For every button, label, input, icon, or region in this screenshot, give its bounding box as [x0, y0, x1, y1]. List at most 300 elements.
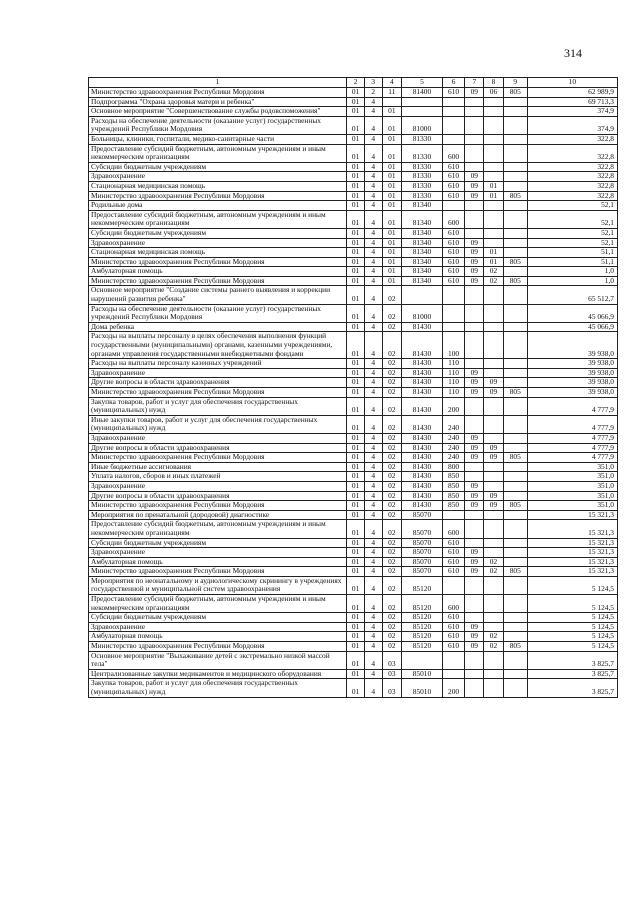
code-ministry-cell [503, 286, 527, 304]
code-expense-type-cell [442, 669, 465, 679]
table-row [89, 286, 618, 304]
code-subprogram-cell: 4 [364, 378, 382, 388]
code-subprogram-cell: 4 [364, 248, 382, 258]
code-section-cell: 09 [465, 378, 484, 388]
code-program-cell: 01 [347, 97, 365, 107]
code-section-cell [465, 332, 484, 359]
code-expense-type-cell: 850 [442, 491, 465, 501]
code-target-item-cell: 81000 [402, 116, 442, 134]
row-name-cell: Предоставление субсидий бюджетным, автономным учреждениям и иным некоммерческим организациям [89, 210, 347, 228]
code-program-cell: 01 [347, 228, 365, 238]
table-row [89, 88, 618, 98]
code-expense-type-cell [442, 510, 465, 520]
code-ministry-cell [503, 651, 527, 669]
code-expense-type-cell [442, 576, 465, 594]
code-target-item-cell: 81340 [402, 276, 442, 286]
amount-cell: 52,1 [527, 210, 617, 228]
code-activity-cell: 02 [382, 415, 402, 433]
code-ministry-cell [503, 210, 527, 228]
row-name-cell: Больницы, клиники, госпитали, медико-санитарные части [89, 134, 347, 144]
table-row [89, 107, 618, 117]
code-activity-cell: 01 [382, 162, 402, 172]
code-subprogram-cell: 4 [364, 481, 382, 491]
code-section-cell: 09 [465, 388, 484, 398]
table-row [89, 378, 618, 388]
row-name-cell: Иные бюджетные ассигнования [89, 462, 347, 472]
amount-cell: 15 321,3 [527, 520, 617, 538]
code-program-cell: 01 [347, 491, 365, 501]
code-program-cell: 01 [347, 472, 365, 482]
code-target-item-cell: 81430 [402, 462, 442, 472]
code-section-cell [465, 651, 484, 669]
code-activity-cell: 11 [382, 88, 402, 98]
code-subsection-cell [484, 359, 504, 369]
code-ministry-cell [503, 510, 527, 520]
code-section-cell [465, 472, 484, 482]
code-expense-type-cell [442, 107, 465, 117]
table-row [89, 557, 618, 567]
code-program-cell: 01 [347, 322, 365, 332]
row-name-cell: Министерство здравоохранения Республики Мордовия [89, 501, 347, 511]
code-activity-cell: 02 [382, 462, 402, 472]
row-name-cell: Здравоохранение [89, 172, 347, 182]
table-row [89, 576, 618, 594]
code-target-item-cell: 85120 [402, 595, 442, 613]
amount-cell: 351,0 [527, 472, 617, 482]
row-name-cell: Стационарная медицинская помощь [89, 181, 347, 191]
code-target-item-cell: 85120 [402, 622, 442, 632]
code-ministry-cell: 805 [503, 191, 527, 201]
code-expense-type-cell: 240 [442, 443, 465, 453]
code-subprogram-cell: 4 [364, 332, 382, 359]
code-expense-type-cell: 200 [442, 397, 465, 415]
code-activity-cell: 02 [382, 613, 402, 623]
table-row [89, 595, 618, 613]
code-activity-cell: 02 [382, 510, 402, 520]
code-target-item-cell: 81330 [402, 134, 442, 144]
code-section-cell: 09 [465, 257, 484, 267]
row-name-cell: Субсидии бюджетным учреждениям [89, 228, 347, 238]
code-target-item-cell [402, 97, 442, 107]
table-row [89, 210, 618, 228]
code-activity-cell: 01 [382, 257, 402, 267]
code-subsection-cell [484, 651, 504, 669]
code-target-item-cell: 85070 [402, 557, 442, 567]
code-activity-cell: 02 [382, 481, 402, 491]
table-row [89, 669, 618, 679]
code-expense-type-cell: 800 [442, 462, 465, 472]
code-section-cell [465, 134, 484, 144]
code-program-cell: 01 [347, 453, 365, 463]
code-activity-cell: 02 [382, 378, 402, 388]
amount-cell: 3 825,7 [527, 669, 617, 679]
code-subprogram-cell: 4 [364, 238, 382, 248]
code-program-cell: 01 [347, 443, 365, 453]
table-row [89, 134, 618, 144]
code-activity-cell: 02 [382, 632, 402, 642]
code-activity-cell: 03 [382, 651, 402, 669]
code-subsection-cell [484, 576, 504, 594]
code-activity-cell: 02 [382, 304, 402, 322]
code-section-cell: 09 [465, 181, 484, 191]
code-target-item-cell: 81430 [402, 453, 442, 463]
code-target-item-cell: 81430 [402, 501, 442, 511]
code-subsection-cell [484, 510, 504, 520]
table-row [89, 162, 618, 172]
code-subsection-cell: 01 [484, 181, 504, 191]
code-ministry-cell [503, 144, 527, 162]
code-subprogram-cell: 4 [364, 107, 382, 117]
code-activity-cell: 01 [382, 172, 402, 182]
table-row [89, 622, 618, 632]
amount-cell: 65 512,7 [527, 286, 617, 304]
code-subsection-cell [484, 538, 504, 548]
table-row [89, 632, 618, 642]
code-subsection-cell [484, 144, 504, 162]
code-target-item-cell [402, 286, 442, 304]
table-row [89, 481, 618, 491]
amount-cell: 39 938,0 [527, 378, 617, 388]
code-subsection-cell [484, 462, 504, 472]
amount-cell: 374,9 [527, 107, 617, 117]
code-activity-cell: 02 [382, 491, 402, 501]
code-section-cell: 09 [465, 238, 484, 248]
column-header: 1 [89, 78, 347, 88]
row-name-cell: Здравоохранение [89, 481, 347, 491]
table-row [89, 228, 618, 238]
code-program-cell: 01 [347, 162, 365, 172]
code-subsection-cell [484, 97, 504, 107]
code-ministry-cell: 805 [503, 276, 527, 286]
code-subprogram-cell: 4 [364, 669, 382, 679]
table-row [89, 453, 618, 463]
code-ministry-cell [503, 622, 527, 632]
code-ministry-cell [503, 97, 527, 107]
amount-cell: 322,8 [527, 144, 617, 162]
code-program-cell: 01 [347, 332, 365, 359]
row-name-cell: Другие вопросы в области здравоохранения [89, 491, 347, 501]
row-name-cell: Здравоохранение [89, 368, 347, 378]
amount-cell: 45 066,9 [527, 322, 617, 332]
code-section-cell: 09 [465, 481, 484, 491]
code-expense-type-cell: 610 [442, 567, 465, 577]
code-target-item-cell: 81430 [402, 378, 442, 388]
row-name-cell: Здравоохранение [89, 433, 347, 443]
amount-cell: 15 321,3 [527, 510, 617, 520]
row-name-cell: Расходы на обеспечение деятельности (оказание услуг) государственных учреждений Республики Мордовия [89, 116, 347, 134]
amount-cell: 322,8 [527, 134, 617, 144]
code-program-cell: 01 [347, 595, 365, 613]
code-activity-cell: 02 [382, 397, 402, 415]
code-subsection-cell: 09 [484, 501, 504, 511]
table-row [89, 613, 618, 623]
code-expense-type-cell: 600 [442, 595, 465, 613]
code-subprogram-cell: 4 [364, 433, 382, 443]
table-row [89, 538, 618, 548]
code-subprogram-cell: 4 [364, 286, 382, 304]
code-program-cell: 01 [347, 481, 365, 491]
code-expense-type-cell: 600 [442, 520, 465, 538]
amount-cell: 4 777,9 [527, 453, 617, 463]
code-expense-type-cell: 610 [442, 238, 465, 248]
code-program-cell: 01 [347, 510, 365, 520]
code-ministry-cell [503, 368, 527, 378]
row-name-cell: Другие вопросы в области здравоохранения [89, 378, 347, 388]
row-name-cell: Закупка товаров, работ и услуг для обеспечения государственных (муниципальных) нужд [89, 397, 347, 415]
code-program-cell: 01 [347, 116, 365, 134]
code-program-cell: 01 [347, 679, 365, 697]
code-subsection-cell [484, 332, 504, 359]
code-subsection-cell: 02 [484, 632, 504, 642]
code-program-cell: 01 [347, 210, 365, 228]
code-expense-type-cell: 610 [442, 276, 465, 286]
code-ministry-cell [503, 322, 527, 332]
code-ministry-cell [503, 443, 527, 453]
amount-cell: 39 938,0 [527, 388, 617, 398]
table-row [89, 191, 618, 201]
code-activity-cell: 02 [382, 642, 402, 652]
code-ministry-cell [503, 520, 527, 538]
amount-cell: 5 124,5 [527, 576, 617, 594]
row-name-cell: Министерство здравоохранения Республики Мордовия [89, 191, 347, 201]
code-section-cell: 09 [465, 622, 484, 632]
code-subsection-cell: 09 [484, 453, 504, 463]
code-target-item-cell: 85070 [402, 567, 442, 577]
code-subsection-cell [484, 322, 504, 332]
amount-cell: 5 124,5 [527, 622, 617, 632]
column-header: 4 [382, 78, 402, 88]
code-expense-type-cell: 610 [442, 88, 465, 98]
code-program-cell: 01 [347, 248, 365, 258]
code-subprogram-cell: 4 [364, 557, 382, 567]
code-subprogram-cell: 4 [364, 567, 382, 577]
code-subprogram-cell: 4 [364, 172, 382, 182]
row-name-cell: Министерство здравоохранения Республики Мордовия [89, 388, 347, 398]
table-row [89, 642, 618, 652]
amount-cell: 52,1 [527, 228, 617, 238]
code-expense-type-cell [442, 134, 465, 144]
row-name-cell: Здравоохранение [89, 622, 347, 632]
amount-cell: 62 989,9 [527, 88, 617, 98]
table-row [89, 201, 618, 211]
code-subsection-cell [484, 107, 504, 117]
code-section-cell: 09 [465, 491, 484, 501]
column-header: 10 [527, 78, 617, 88]
code-expense-type-cell: 850 [442, 501, 465, 511]
table-row [89, 520, 618, 538]
row-name-cell: Амбулаторная помощь [89, 267, 347, 277]
code-subsection-cell [484, 622, 504, 632]
code-expense-type-cell [442, 201, 465, 211]
row-name-cell: Основное мероприятие "Создание системы раннего выявления и коррекции нарушений развития ребенка" [89, 286, 347, 304]
code-target-item-cell [402, 651, 442, 669]
code-target-item-cell: 81430 [402, 433, 442, 443]
code-activity-cell: 02 [382, 453, 402, 463]
code-ministry-cell [503, 669, 527, 679]
column-header: 3 [364, 78, 382, 88]
amount-cell: 4 777,9 [527, 443, 617, 453]
amount-cell: 351,0 [527, 501, 617, 511]
code-section-cell [465, 201, 484, 211]
code-subprogram-cell: 4 [364, 397, 382, 415]
code-subsection-cell [484, 116, 504, 134]
row-name-cell: Мероприятия по пренатальной (дородовой) диагностике [89, 510, 347, 520]
code-program-cell: 01 [347, 622, 365, 632]
code-subsection-cell [484, 679, 504, 697]
code-expense-type-cell: 610 [442, 267, 465, 277]
code-target-item-cell: 85120 [402, 613, 442, 623]
code-target-item-cell: 81000 [402, 304, 442, 322]
code-section-cell [465, 576, 484, 594]
code-subprogram-cell: 4 [364, 276, 382, 286]
row-name-cell: Централизованные закупки медикаментов и медицинского оборудования [89, 669, 347, 679]
page-number: 314 [564, 46, 582, 60]
column-number-row [89, 78, 618, 88]
table-row [89, 322, 618, 332]
code-section-cell: 09 [465, 642, 484, 652]
code-expense-type-cell: 850 [442, 481, 465, 491]
row-name-cell: Основное мероприятие "Выхаживание детей с экстремально низкой массой тела" [89, 651, 347, 669]
code-subsection-cell [484, 201, 504, 211]
amount-cell: 351,0 [527, 491, 617, 501]
table-row [89, 472, 618, 482]
code-subprogram-cell: 4 [364, 622, 382, 632]
column-header: 6 [442, 78, 465, 88]
table-row [89, 415, 618, 433]
code-ministry-cell [503, 557, 527, 567]
code-expense-type-cell: 610 [442, 181, 465, 191]
code-expense-type-cell: 610 [442, 622, 465, 632]
code-subprogram-cell: 4 [364, 632, 382, 642]
code-section-cell: 09 [465, 632, 484, 642]
code-section-cell [465, 286, 484, 304]
code-subsection-cell [484, 613, 504, 623]
code-section-cell [465, 613, 484, 623]
code-subsection-cell: 02 [484, 642, 504, 652]
code-program-cell: 01 [347, 520, 365, 538]
code-target-item-cell: 81430 [402, 368, 442, 378]
row-name-cell: Иные закупки товаров, работ и услуг для обеспечения государственных (муниципальных) нужд [89, 415, 347, 433]
code-subsection-cell [484, 520, 504, 538]
code-target-item-cell: 81430 [402, 397, 442, 415]
code-target-item-cell: 81430 [402, 322, 442, 332]
table-row [89, 248, 618, 258]
code-activity-cell: 02 [382, 548, 402, 558]
code-expense-type-cell: 100 [442, 332, 465, 359]
row-name-cell: Амбулаторная помощь [89, 632, 347, 642]
code-subprogram-cell: 4 [364, 472, 382, 482]
table-row [89, 567, 618, 577]
code-program-cell: 01 [347, 433, 365, 443]
code-activity-cell [382, 97, 402, 107]
row-name-cell: Уплата налогов, сборов и иных платежей [89, 472, 347, 482]
code-activity-cell: 02 [382, 322, 402, 332]
amount-cell: 1,0 [527, 267, 617, 277]
code-activity-cell: 01 [382, 276, 402, 286]
amount-cell: 69 713,3 [527, 97, 617, 107]
row-name-cell: Закупка товаров, работ и услуг для обеспечения государственных (муниципальных) нужд [89, 679, 347, 697]
table-row [89, 172, 618, 182]
code-section-cell: 09 [465, 567, 484, 577]
code-subsection-cell: 06 [484, 88, 504, 98]
code-subprogram-cell: 4 [364, 679, 382, 697]
row-name-cell: Родильные дома [89, 201, 347, 211]
row-name-cell: Субсидии бюджетным учреждениям [89, 538, 347, 548]
code-activity-cell: 02 [382, 433, 402, 443]
code-ministry-cell [503, 107, 527, 117]
amount-cell: 322,8 [527, 181, 617, 191]
code-program-cell: 01 [347, 538, 365, 548]
code-program-cell: 01 [347, 642, 365, 652]
code-subprogram-cell: 4 [364, 642, 382, 652]
code-program-cell: 01 [347, 378, 365, 388]
code-target-item-cell: 81340 [402, 267, 442, 277]
code-target-item-cell: 81330 [402, 172, 442, 182]
code-target-item-cell: 81330 [402, 191, 442, 201]
amount-cell: 374,9 [527, 116, 617, 134]
code-target-item-cell: 81340 [402, 248, 442, 258]
code-program-cell: 01 [347, 576, 365, 594]
amount-cell: 51,1 [527, 248, 617, 258]
code-program-cell: 01 [347, 613, 365, 623]
code-program-cell: 01 [347, 257, 365, 267]
code-subprogram-cell: 4 [364, 257, 382, 267]
code-subprogram-cell: 4 [364, 462, 382, 472]
code-subprogram-cell: 4 [364, 613, 382, 623]
code-activity-cell: 02 [382, 472, 402, 482]
code-ministry-cell [503, 679, 527, 697]
code-ministry-cell [503, 172, 527, 182]
code-activity-cell: 01 [382, 134, 402, 144]
code-section-cell [465, 144, 484, 162]
code-ministry-cell [503, 472, 527, 482]
code-program-cell: 01 [347, 107, 365, 117]
code-target-item-cell: 81430 [402, 388, 442, 398]
code-subsection-cell: 01 [484, 248, 504, 258]
code-ministry-cell [503, 433, 527, 443]
code-section-cell [465, 322, 484, 332]
code-program-cell: 01 [347, 144, 365, 162]
code-ministry-cell [503, 181, 527, 191]
row-name-cell: Расходы на выплаты персоналу в целях обеспечения выполнения функций государственными (муниципальными) органами, казенными учреждениями, органами управления государственными внебюджетными фондами [89, 332, 347, 359]
code-program-cell: 01 [347, 88, 365, 98]
code-expense-type-cell: 610 [442, 557, 465, 567]
code-program-cell: 01 [347, 286, 365, 304]
code-subprogram-cell: 4 [364, 322, 382, 332]
code-activity-cell: 01 [382, 228, 402, 238]
row-name-cell: Подпрограмма "Охрана здоровья матери и ребенка" [89, 97, 347, 107]
code-section-cell [465, 228, 484, 238]
table-row [89, 388, 618, 398]
code-program-cell: 01 [347, 397, 365, 415]
code-subprogram-cell: 4 [364, 210, 382, 228]
table-row [89, 397, 618, 415]
code-target-item-cell: 81330 [402, 144, 442, 162]
code-subprogram-cell: 4 [364, 576, 382, 594]
code-ministry-cell: 805 [503, 453, 527, 463]
table-row [89, 359, 618, 369]
code-subsection-cell: 02 [484, 267, 504, 277]
code-activity-cell: 02 [382, 332, 402, 359]
code-activity-cell: 01 [382, 201, 402, 211]
row-name-cell: Министерство здравоохранения Республики Мордовия [89, 276, 347, 286]
code-expense-type-cell: 610 [442, 248, 465, 258]
row-name-cell: Субсидии бюджетным учреждениям [89, 162, 347, 172]
code-target-item-cell: 85010 [402, 669, 442, 679]
amount-cell: 322,8 [527, 191, 617, 201]
code-expense-type-cell [442, 97, 465, 107]
row-name-cell: Министерство здравоохранения Республики Мордовия [89, 642, 347, 652]
